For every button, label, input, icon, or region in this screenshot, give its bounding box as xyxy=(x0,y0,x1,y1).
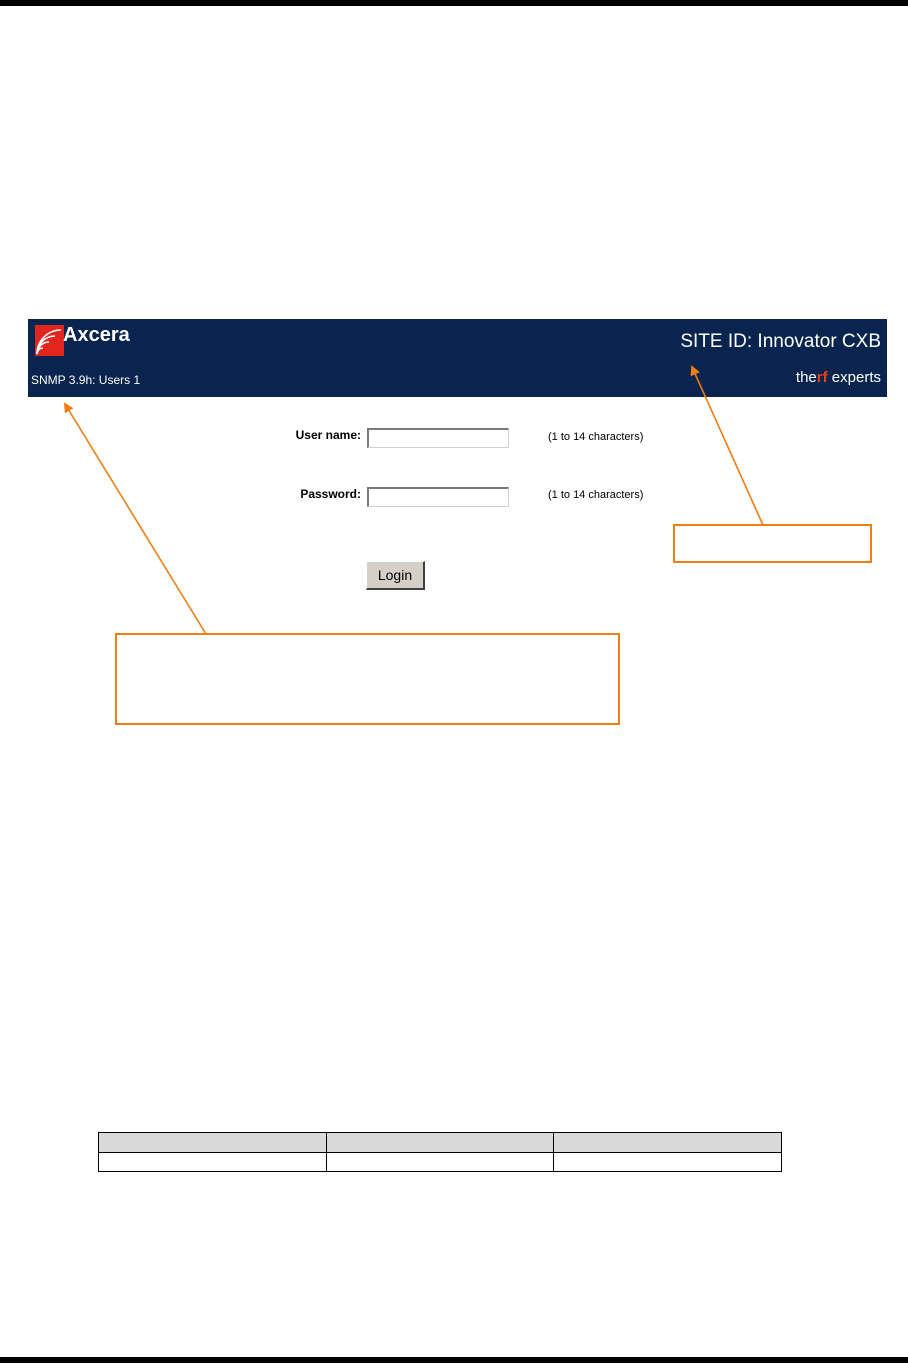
right-callout-arrow xyxy=(692,367,763,525)
left-callout-arrow xyxy=(65,404,206,634)
password-hint: (1 to 14 characters) xyxy=(548,489,644,501)
right-callout-box xyxy=(673,524,872,563)
table-cell xyxy=(326,1133,554,1153)
bottom-rule xyxy=(0,1357,908,1363)
tagline-highlight: rf xyxy=(816,369,828,386)
version-text: SNMP 3.9h: Users 1 xyxy=(31,373,141,387)
username-label: User name: xyxy=(295,428,361,442)
tagline-suffix: experts xyxy=(831,369,881,386)
table-cell xyxy=(554,1153,782,1172)
revision-table xyxy=(98,1132,782,1172)
table-cell xyxy=(326,1153,554,1172)
site-id-title: SITE ID: Innovator CXB xyxy=(680,331,881,352)
table-cell xyxy=(99,1153,327,1172)
logo-text: Axcera xyxy=(63,324,130,346)
password-label: Password: xyxy=(300,487,361,501)
table-cell xyxy=(554,1133,782,1153)
login-button[interactable]: Login xyxy=(366,561,425,590)
table-header-row xyxy=(99,1133,782,1153)
tagline-prefix: the xyxy=(795,369,817,386)
table-row xyxy=(99,1153,782,1172)
username-hint: (1 to 14 characters) xyxy=(548,431,644,443)
table-cell xyxy=(99,1133,327,1153)
left-callout-box xyxy=(115,633,620,725)
